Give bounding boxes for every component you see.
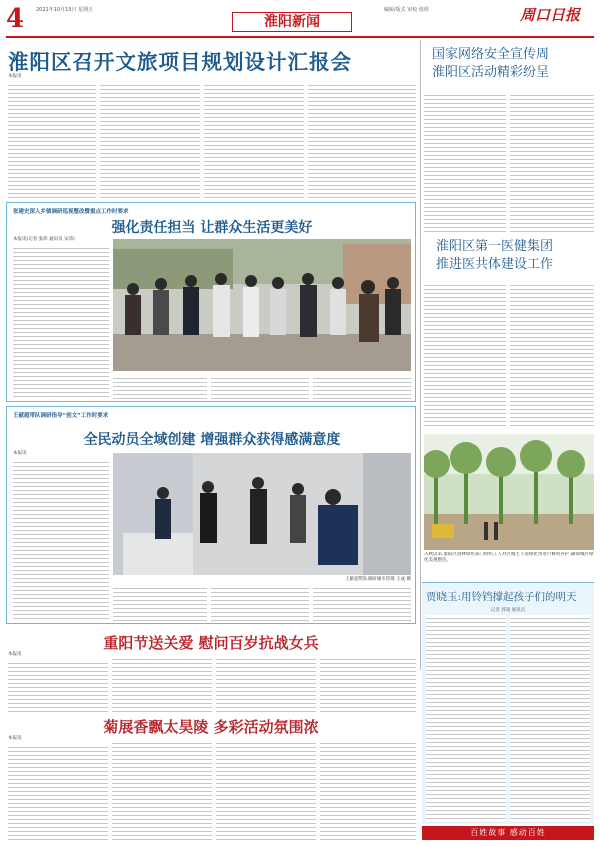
bottom-article-1-col-4 <box>320 656 416 712</box>
bottom-article-2-col-1 <box>8 744 108 840</box>
right-feature-byline: 记者 郭凌 通讯员 <box>490 608 526 613</box>
main-byline: 本报讯 <box>8 74 22 79</box>
page-number: 4 <box>6 4 25 34</box>
bottom-article-1-col-2 <box>112 656 212 712</box>
right-feature-title: 贾晓玉:用铃铛撑起孩子们的明天 <box>426 591 577 603</box>
feature2-photo <box>113 453 411 575</box>
feature1-text-left <box>13 245 109 397</box>
feature2-text-mid-1 <box>113 585 207 621</box>
feature1-text-mid-3 <box>313 375 411 399</box>
right-article-2-title-line-2: 推进医共体建设工作 <box>436 257 554 272</box>
bottom-article-2-col-4 <box>320 740 416 840</box>
bottom-article-1-col-3 <box>216 656 316 712</box>
main-article-col-4 <box>308 82 416 198</box>
bottom-article-1-col-1 <box>8 660 108 712</box>
column-banner: 百姓故事 感动百姓 <box>422 826 594 840</box>
right-article-1-col-2 <box>510 92 594 232</box>
newspaper-logo: 周口日报 <box>520 6 581 24</box>
bottom-article-2-byline: 本报讯 <box>8 736 22 741</box>
right-article-2-col-1 <box>424 282 506 428</box>
main-article-col-3 <box>204 82 304 198</box>
editor-info: 编辑/版式 审校 值班 <box>384 7 429 13</box>
right-article-1-title-line-2: 淮阳区活动精彩纷呈 <box>432 65 550 80</box>
issue-date: 2021年10月15日 星期五 <box>36 7 94 13</box>
right-feature <box>422 582 594 824</box>
right-feature-col-2 <box>510 615 590 821</box>
page-header <box>0 0 600 36</box>
feature1-text-mid-2 <box>211 375 309 399</box>
right-article-1-title-line-1: 国家网络安全宣传周 <box>432 47 550 62</box>
right-article-2-title-line-1: 淮阳区第一医健集团 <box>436 239 554 254</box>
feature1-byline: 本报讯(记者 张炜 通讯员 宋沛) <box>13 237 75 242</box>
feature1-text-mid-1 <box>113 375 207 399</box>
feature-box-2 <box>6 406 416 624</box>
right-photo-caption: 入秋以来,淮阳区园林绿化部门组织工人对区城主干道绿化带进行修剪养护,确保城区绿化美观整洁。 <box>424 552 594 563</box>
feature2-label: 王献超带队调研指导“创文”工作时要求 <box>13 413 109 419</box>
header-rule <box>6 36 594 38</box>
feature2-byline: 本报讯 <box>13 451 27 456</box>
feature2-title: 全民动员全域创建 增强群众获得感满意度 <box>83 432 341 448</box>
right-article-1-col-1 <box>424 92 506 232</box>
right-article-2-col-2 <box>510 282 594 428</box>
right-feature-col-1 <box>426 615 506 821</box>
feature1-photo <box>113 239 411 371</box>
main-article-col-2 <box>100 82 200 198</box>
feature-box-1 <box>6 202 416 402</box>
feature1-title: 强化责任担当 让群众生活更美好 <box>111 220 313 236</box>
feature2-text-left <box>13 459 109 619</box>
bottom-article-2-col-2 <box>112 740 212 840</box>
bottom-article-1-title: 重阳节送关爱 慰问百岁抗战女兵 <box>103 634 319 652</box>
section-title: 淮阳新闻 <box>232 12 352 32</box>
bottom-article-2-col-3 <box>216 740 316 840</box>
right-photo <box>424 434 594 550</box>
feature2-text-mid-2 <box>211 585 309 621</box>
main-headline: 淮阳区召开文旅项目规划设计汇报会 <box>8 50 352 74</box>
bottom-article-1-byline: 本报讯 <box>8 652 22 657</box>
bottom-article-2-title: 菊展香飘太昊陵 多彩活动氛围浓 <box>103 718 319 736</box>
feature2-caption: 王献超带队调研城市管理 王成 摄 <box>345 577 411 582</box>
feature1-label: 张建史深入乡镇调研巡视整改暨重点工作时要求 <box>13 209 129 215</box>
column-separator <box>420 40 421 670</box>
feature2-text-mid-3 <box>313 585 411 621</box>
main-article-col-1 <box>8 82 96 198</box>
